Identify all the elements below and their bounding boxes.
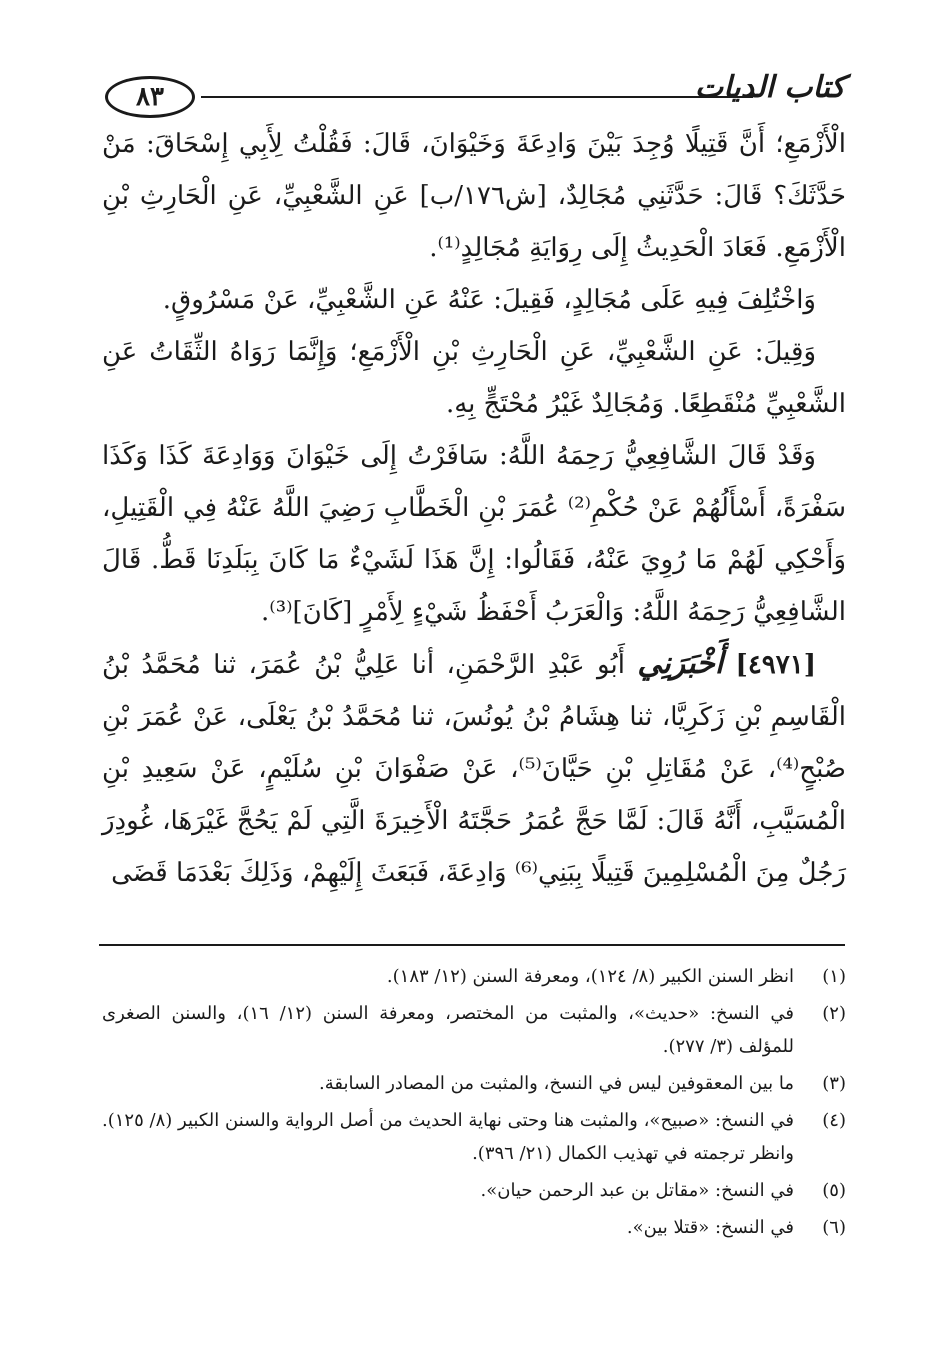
- footnote: [102, 997, 846, 1063]
- footnote: [102, 1174, 846, 1207]
- footnote-text: في النسخ: «قتلا بين».: [626, 1217, 794, 1238]
- paragraph-1: الْأَزْمَعِ؛ أَنَّ قَتِيلًا وُجِدَ بَيْنَ وَادِعَةَ وَخَيْوَانَ، قَالَ: فَقُلْتُ لِأَبِي إِسْحَاقَ: مَنْ حَدَّثَكَ؟ قَالَ: حَدَّثَنِي مُجَالِدٌ، [ش١٧٦/ب] عَنِ الشَّعْبِيِّ، عَنِ الْحَارِثِ بْنِ الْأَزْمَعِ. فَعَادَ الْحَدِيثُ إِلَى رِوَايَةِ مُجَالِدٍ⁽¹⁾.: [102, 129, 846, 263]
- hadith-lead-word: أَخْبَرَنِي: [637, 646, 724, 681]
- page-number: ٨٣: [105, 76, 195, 118]
- footnote: [102, 960, 846, 993]
- footnote-number: (٣): [822, 1073, 846, 1094]
- footnote-text: ما بين المعقوفين ليس في النسخ، والمثبت من المصادر السابقة.: [318, 1073, 794, 1094]
- paragraph-5: [102, 638, 846, 899]
- footnote: [102, 1211, 846, 1244]
- hadith-number: [٤٩٧١]: [735, 650, 817, 680]
- main-text: [102, 118, 846, 899]
- hadith-text: أَبُو عَبْدِ الرَّحْمَنِ، أنا عَلِيُّ بْنُ عُمَرَ، ثنا مُحَمَّدُ بْنُ الْقَاسِمِ بْنِ زَكَرِيَّا، ثنا هِشَامُ بْنُ يُونُسَ، ثنا مُحَمَّدُ بْنُ يَعْلَى، عَنْ عُمَرَ بْنِ صُبْحٍ⁽⁴⁾، عَنْ مُقَاتِلِ بْنِ حَيَّانَ⁽⁵⁾، عَنْ صَفْوَانَ بْنِ سُلَيْمٍ، عَنْ سَعِيدِ بْنِ الْمُسَيَّبِ، أَنَّهُ قَالَ: لَمَّا حَجَّ عُمَرُ حَجَّتَهُ الْأَخِيرَةَ الَّتِي لَمْ يَحُجَّ غَيْرَهَا، غُودِرَ رَجُلٌ مِنَ الْمُسْلِمِينَ قَتِيلًا بِبَنِي⁽⁶⁾ وَادِعَةَ، فَبَعَثَ إِلَيْهِمْ، وَذَلِكَ بَعْدَمَا قَضَى: [102, 650, 847, 888]
- footnote-text: انظر السنن الكبير (٨/ ١٢٤)، ومعرفة السنن (١٢/ ١٨٣).: [386, 966, 794, 987]
- footnote: [102, 1067, 846, 1100]
- footnote-divider: [99, 944, 845, 946]
- paragraph-3: وَقِيلَ: عَنِ الشَّعْبِيِّ، عَنِ الْحَارِثِ بْنِ الْأَزْمَعِ؛ وَإِنَّمَا رَوَاهُ الثِّقَاتُ عَنِ الشَّعْبِيِّ مُنْقَطِعًا. وَمُجَالِدٌ غَيْرُ مُحْتَجٍّ بِهِ.: [102, 337, 846, 419]
- paragraph-4: وَقَدْ قَالَ الشَّافِعِيُّ رَحِمَهُ اللَّهُ: سَافَرْتُ إِلَى خَيْوَانَ وَوَادِعَةَ كَذَا وَكَذَا سَفْرَةً، أَسْأَلُهُمْ عَنْ حُكْمِ⁽²⁾ عُمَرَ بْنِ الْخَطَّابِ رَضِيَ اللَّهُ عَنْهُ فِي الْقَتِيلِ، وَأَحْكِي لَهُمْ مَا رُوِيَ عَنْهُ، فَقَالُوا: إِنَّ هَذَا لَشَيْءٌ مَا كَانَ بِبَلَدِنَا قَطُّ. قَالَ الشَّافِعِيُّ رَحِمَهُ اللَّهُ: وَالْعَرَبُ أَحْفَظُ شَيْءٍ لِأَمْرٍ [كَانَ]⁽³⁾.: [102, 441, 846, 627]
- footnote-text: في النسخ: «مقاتل بن عبد الرحمن حيان».: [480, 1180, 794, 1201]
- footnotes: [102, 960, 846, 1248]
- page-header: [105, 70, 845, 122]
- paragraph-2: وَاخْتُلِفَ فِيهِ عَلَى مُجَالِدٍ، فَقِيلَ: عَنْهُ عَنِ الشَّعْبِيِّ، عَنْ مَسْرُوقٍ.: [162, 285, 816, 315]
- footnote-number: (٥): [822, 1180, 846, 1201]
- header-rule: [201, 96, 753, 98]
- footnote-text: في النسخ: «حديث»، والمثبت من المختصر، ومعرفة السنن (١٢/ ١٦)، والسنن الصغرى للمؤلف (٣/ ٢٧٧).: [102, 1003, 794, 1057]
- footnote-number: (١): [822, 966, 846, 987]
- footnote-number: (٦): [822, 1217, 846, 1238]
- footnote-number: (٢): [822, 1003, 846, 1024]
- footnote-number: (٤): [822, 1110, 846, 1131]
- book-title: كتاب الديات: [694, 70, 845, 105]
- footnote: [102, 1104, 846, 1170]
- footnote-text: في النسخ: «صبيح»، والمثبت هنا وحتى نهاية الحديث من أصل الرواية والسنن الكبير (٨/ ١٢٥). وانظر ترجمته في تهذيب الكمال (٢١/ ٣٩٦).: [102, 1110, 794, 1164]
